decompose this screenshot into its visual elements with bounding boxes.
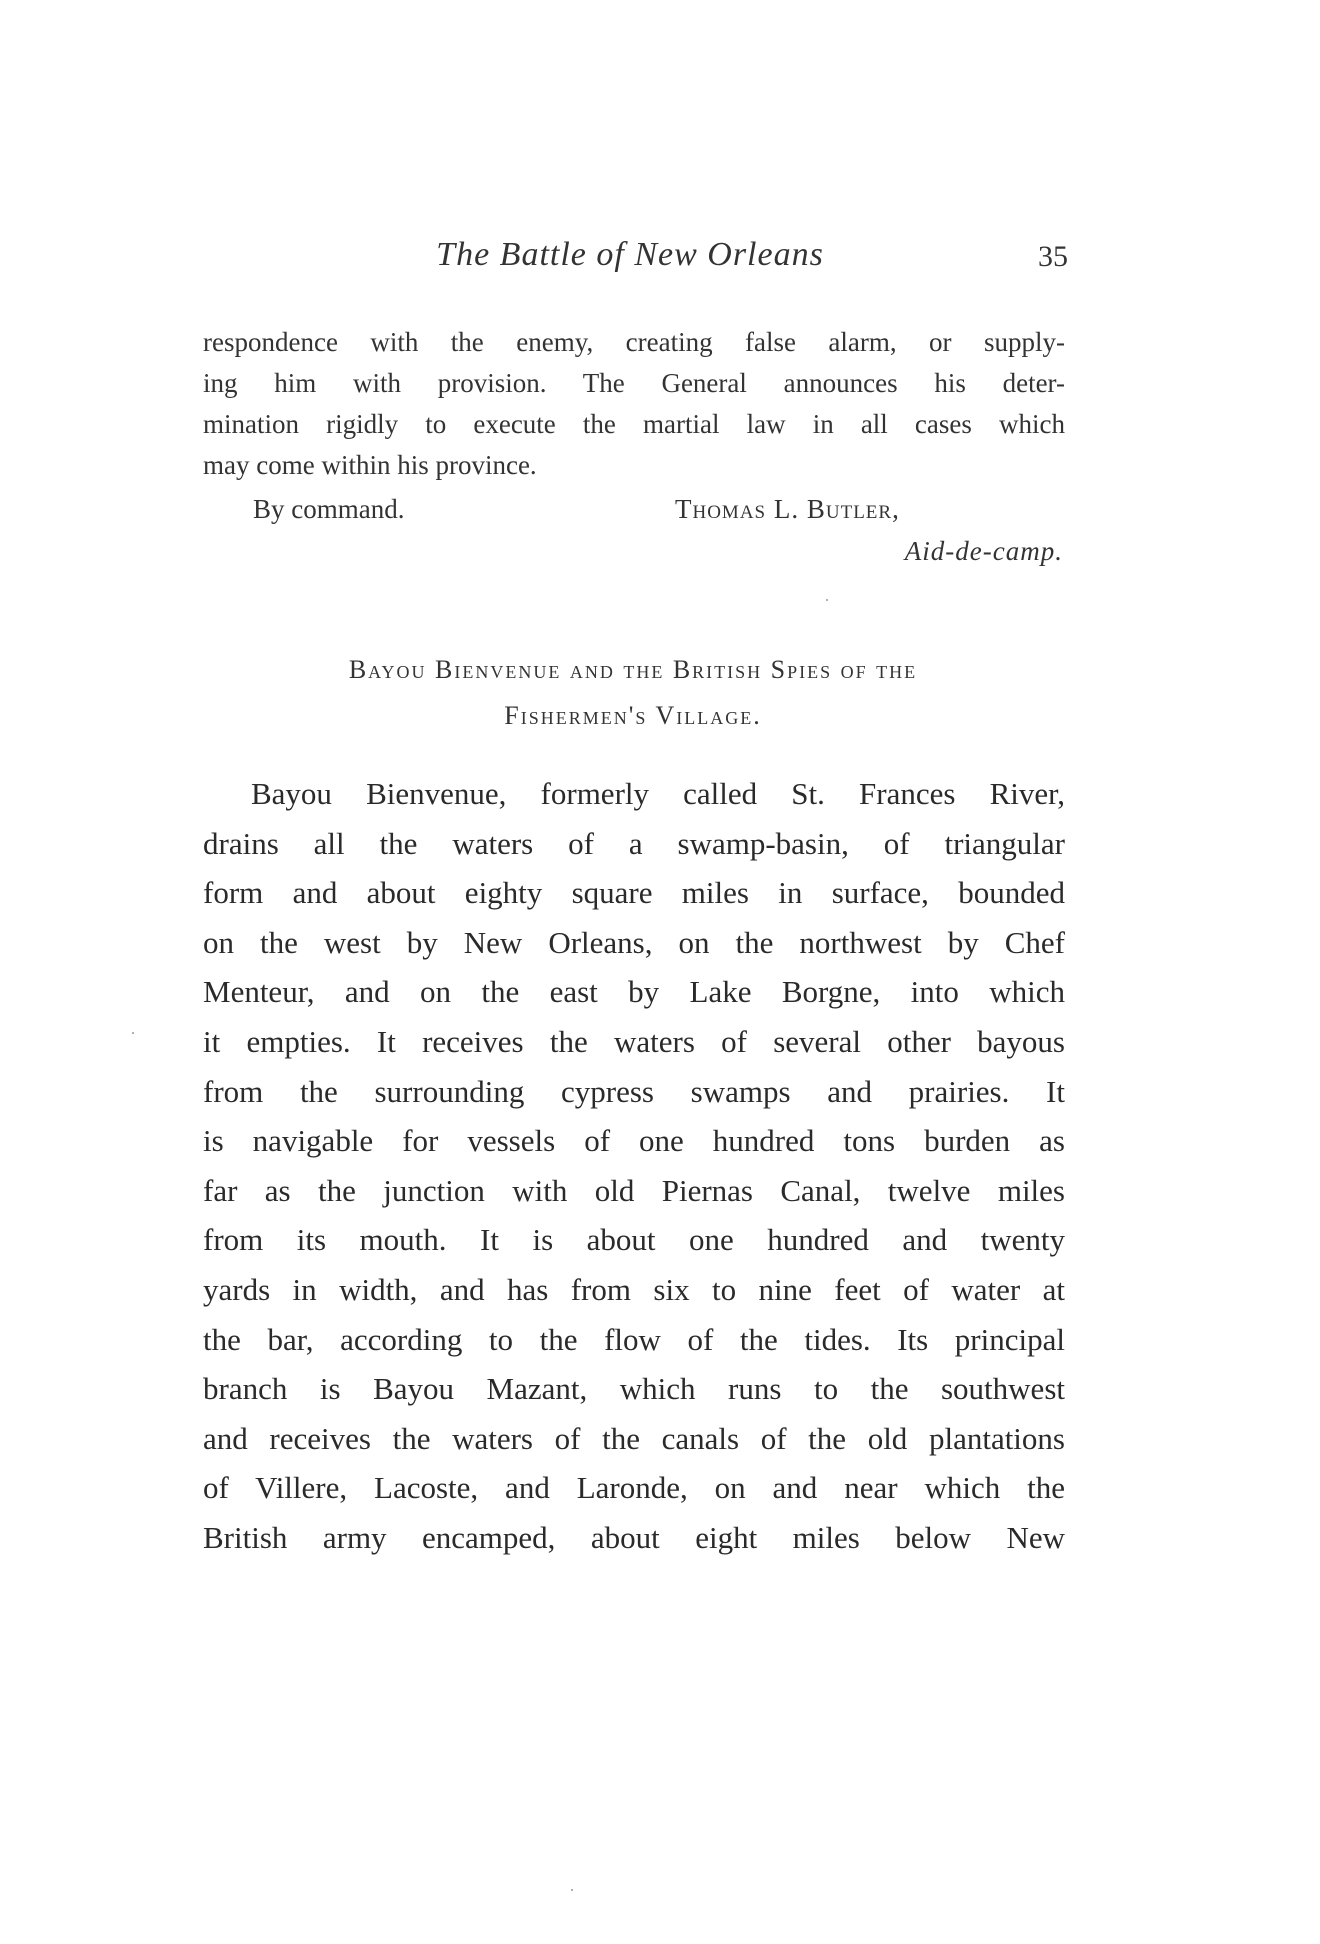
- body-line: British army encamped, about eight miles below New: [203, 1519, 1065, 1555]
- section-heading-line-1: Bayou Bienvenue and the British Spies of the: [348, 655, 918, 684]
- body-line: from the surrounding cypress swamps and prairies. It: [203, 1073, 1065, 1109]
- paper-speck: [132, 1032, 134, 1034]
- body-line: is navigable for vessels of one hundred tons burden as: [203, 1123, 1065, 1159]
- body-line: far as the junction with old Piernas Canal, twelve miles: [203, 1172, 1065, 1208]
- body-line: of Villere, Lacoste, and Laronde, on and near which the: [203, 1470, 1065, 1506]
- body-line: branch is Bayou Mazant, which runs to the southwest: [203, 1371, 1065, 1407]
- order-line: mination rigidly to execute the martial law in all cases which: [203, 409, 1065, 439]
- body-line: Menteur, and on the east by Lake Borgne, into which: [203, 974, 1065, 1010]
- body-line: and receives the waters of the canals of the old plantations: [203, 1420, 1065, 1456]
- page-number: 35: [1038, 240, 1068, 273]
- body-line: the bar, according to the flow of the tides. Its principal: [203, 1321, 1065, 1357]
- body-line: form and about eighty square miles in surface, bounded: [203, 875, 1065, 911]
- body-line: on the west by New Orleans, on the northwest by Chef: [203, 924, 1065, 960]
- body-line: it empties. It receives the waters of several other bayous: [203, 1023, 1065, 1059]
- running-head: [200, 236, 1080, 286]
- section-heading-line-2: Fishermen's Village.: [504, 701, 762, 730]
- order-line: respondence with the enemy, creating false alarm, or supply-: [203, 327, 1065, 357]
- signatory-role: Aid-de-camp.: [904, 536, 1063, 566]
- body-line: Bayou Bienvenue, formerly called St. Frances River,: [251, 776, 1065, 811]
- body-paragraph: [203, 769, 1065, 1563]
- signatory-name: Thomas L. Butler,: [675, 494, 900, 524]
- body-line: yards in width, and has from six to nine feet of water at: [203, 1271, 1065, 1307]
- section-heading: [200, 647, 1066, 739]
- paper-speck: [826, 599, 828, 601]
- body-line: drains all the waters of a swamp-basin, of triangular: [203, 825, 1065, 861]
- order-text: [203, 322, 1065, 486]
- order-line: may come within his province.: [203, 450, 537, 480]
- paper-speck: [571, 1889, 573, 1891]
- running-title: The Battle of New Orleans: [436, 236, 824, 273]
- by-command-text: By command.: [253, 494, 405, 524]
- body-line: from its mouth. It is about one hundred and twenty: [203, 1222, 1065, 1258]
- order-line: ing him with provision. The General announces his deter-: [203, 368, 1065, 398]
